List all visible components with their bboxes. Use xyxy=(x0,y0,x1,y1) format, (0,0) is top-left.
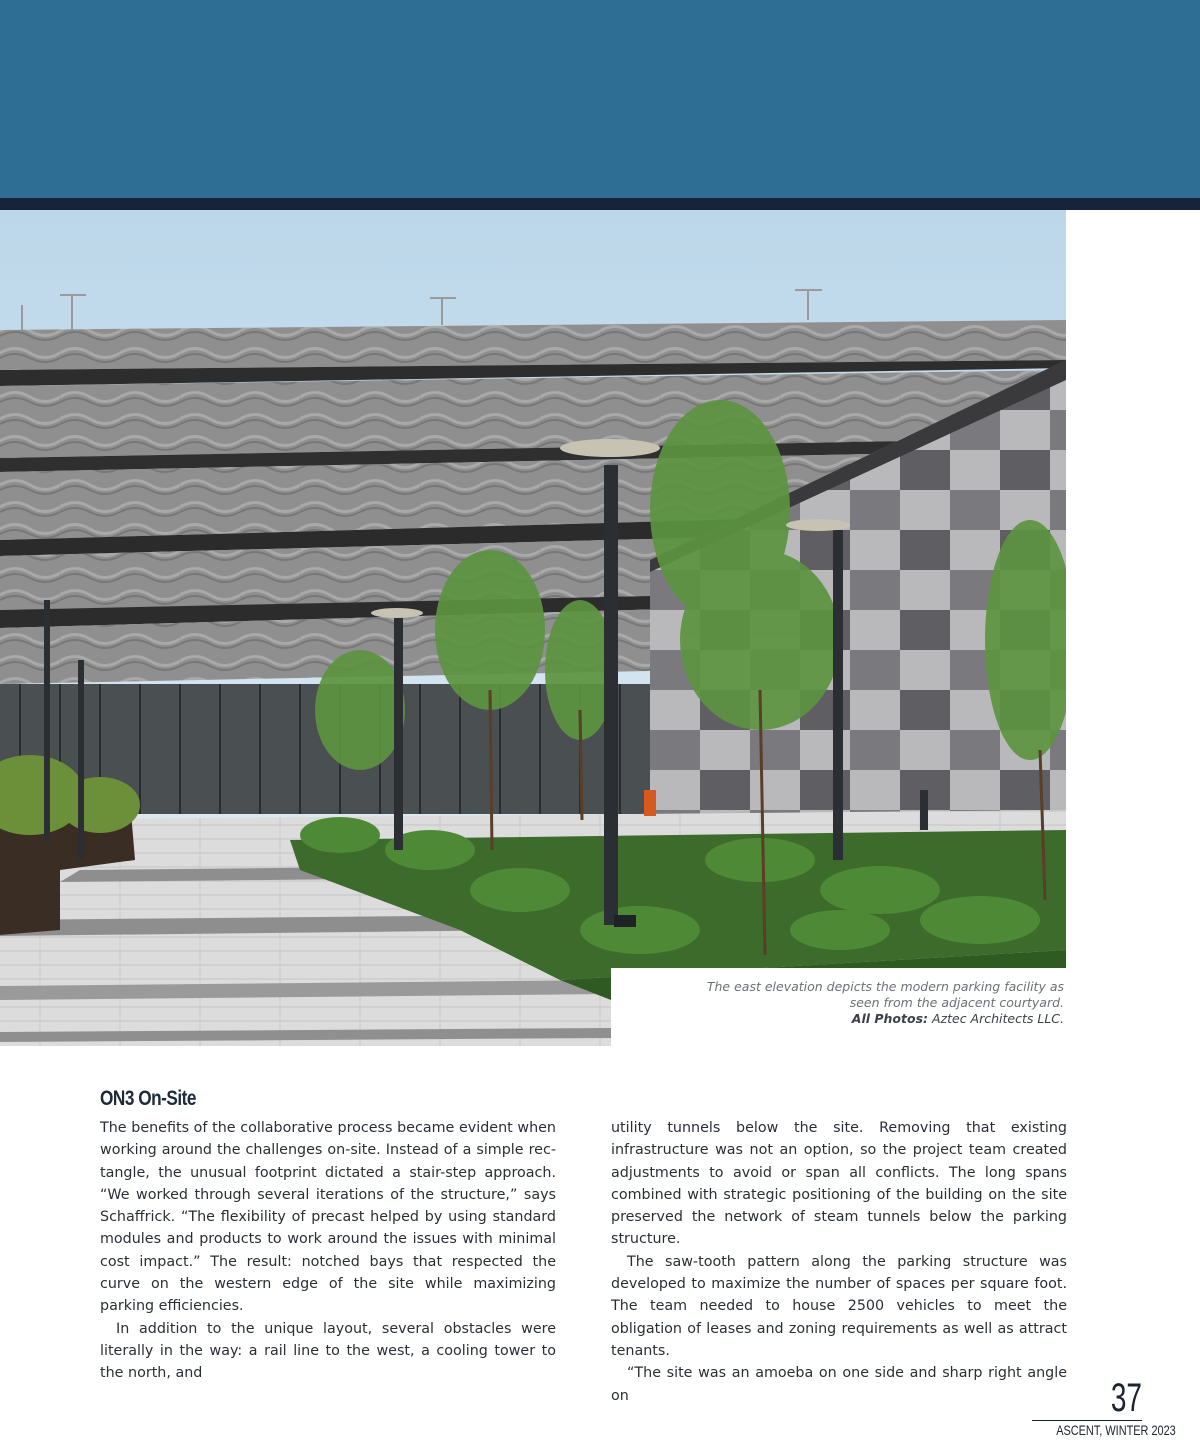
article-column-left xyxy=(100,1117,556,1385)
header-color-band xyxy=(0,0,1200,198)
caption-line: The east elevation depicts the modern parking facility as xyxy=(706,979,1064,994)
article-paragraph: The benefits of the collaborative process became evident when working around the challenges on-site. Instead of a simple rectangle, the unusual footprint dictated a stair-step approach. “We worked through several iterations of the structure,” says Schaffrick. “The flexibility of precast helped by using standard modules and products to work around the issues with minimal cost impact.” The result: notched bays that respected the curve on the western edge of the site while maximizing parking efficiencies. xyxy=(100,1120,556,1315)
photo-credit-name: Aztec Architects LLC. xyxy=(932,1011,1064,1026)
article-column-right xyxy=(611,1117,1067,1407)
section-heading: ON3 On-Site xyxy=(100,1087,197,1110)
article-paragraph: In addition to the unique layout, several obstacles were literally in the way: a rail line to the west, a cooling tower to the north, and xyxy=(100,1320,556,1382)
header-dark-rule xyxy=(0,198,1200,210)
article-paragraph: “The site was an amoeba on one side and sharp right angle on xyxy=(611,1365,1067,1404)
article-paragraph: utility tunnels below the site. Removing that existing infrastructure was not an option, so the project team created adjustments to avoid or span all conflicts. The long spans combined with strategic positioning of the building on the site preserved the network of steam tunnels below the parking structure. xyxy=(611,1120,1067,1248)
publication-issue: ASCENT, WINTER 2023 xyxy=(1056,1422,1176,1438)
article-paragraph: The saw-tooth pattern along the parking structure was developed to maximize the number of spaces per square foot. The team needed to house 2500 vehicles to meet the obligation of leases and zoning requirements as well as attract tenants. xyxy=(611,1253,1067,1359)
photo-credit-label: All Photos: xyxy=(851,1011,929,1026)
photo-credit xyxy=(611,1011,1064,1027)
caption-line: seen from the adjacent courtyard. xyxy=(849,995,1064,1010)
courtyard-photo xyxy=(0,210,1066,1046)
photo-caption xyxy=(611,968,1066,1046)
page-folio xyxy=(1032,1376,1176,1438)
page-number: 37 xyxy=(1110,1376,1142,1420)
folio-divider xyxy=(1032,1420,1142,1421)
